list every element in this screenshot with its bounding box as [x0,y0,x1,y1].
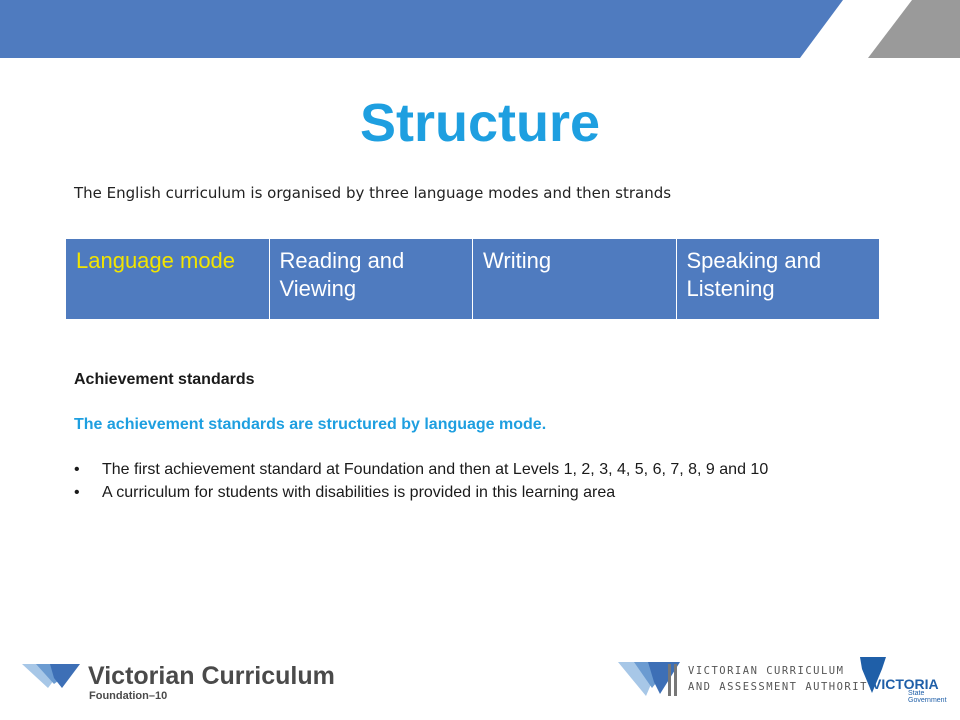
table-row [66,239,880,320]
list-item: • The first achievement standard at Foundation and then at Levels 1, 2, 3, 4, 5, 6, 7, 8, 9 and 10 [74,458,874,481]
vcaa-line-2: AND ASSESSMENT AUTHORITY [688,681,876,693]
slide-title: Structure [359,93,601,153]
vcaa-wordmark [688,663,876,695]
vcaa-line-1: VICTORIAN CURRICULUM [688,665,845,677]
table-cell-speaking-listening: Speaking and Listening [676,239,880,320]
table-cell-language-mode: Language mode [66,239,270,320]
vic-logo-sub-2: Government [908,697,947,704]
victorian-curriculum-subtitle: Foundation–10 [89,690,168,702]
victoria-state-government-logo [858,655,947,704]
table-cell-reading-viewing: Reading and Viewing [269,239,473,320]
victorian-curriculum-logo-mark [22,660,82,690]
language-modes-table [65,238,880,320]
slide-subtitle: The English curriculum is organised by three language modes and then strands [74,184,672,202]
banner-gray-stripe [868,0,960,58]
vic-logo-sub-1: State [908,690,925,697]
achievement-highlight: The achievement standards are structured by language mode. [74,416,547,433]
top-banner [0,0,960,58]
achievement-section [74,368,874,504]
vic-logo-name: VICTORIA [872,676,939,692]
vcaa-logo-mark [618,660,684,698]
achievement-heading: Achievement standards [74,371,255,388]
table-cell-writing: Writing [473,239,677,320]
achievement-bullet-list [74,458,874,504]
banner-blue-bar [0,0,843,58]
list-item: • A curriculum for students with disabilities is provided in this learning area [74,481,874,504]
victorian-curriculum-wordmark: Victorian Curriculum [88,662,335,690]
